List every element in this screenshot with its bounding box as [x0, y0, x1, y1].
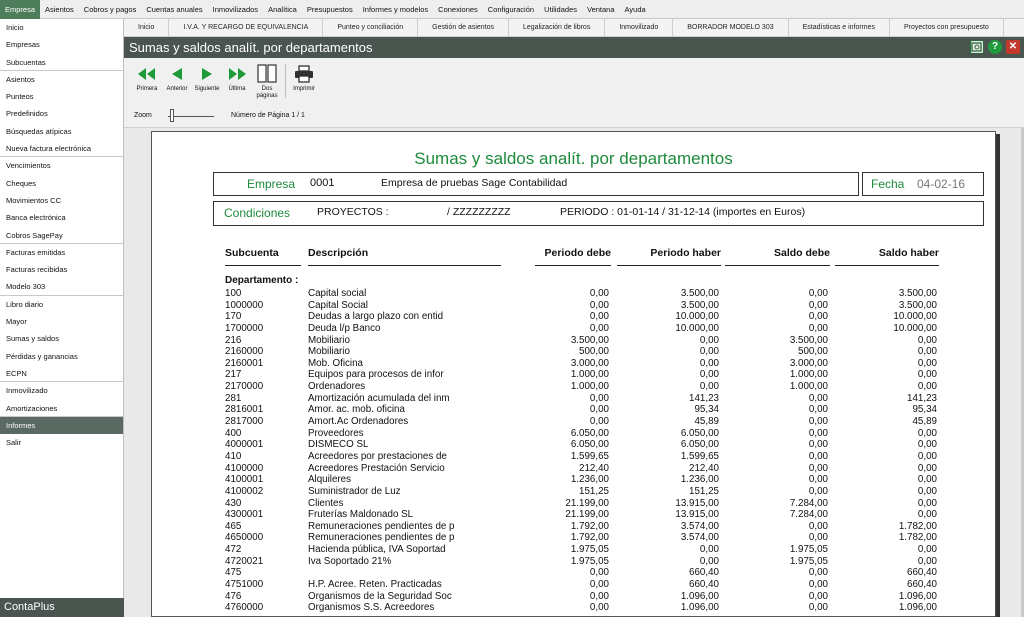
menu-item-10[interactable]: Utilidades	[544, 4, 577, 14]
menu-item-7[interactable]: Informes y modelos	[362, 4, 429, 14]
cell-saldo-debe: 0,00	[808, 450, 828, 462]
cell-descripcion: Mobiliario	[308, 346, 350, 358]
table-row	[152, 381, 995, 393]
zoom-slider-track[interactable]	[168, 116, 214, 117]
sidebar-item-22[interactable]: Amortizaciones	[0, 400, 123, 417]
sidebar	[0, 19, 124, 617]
cell-periodo-haber: 212,40	[689, 462, 719, 474]
cell-periodo-debe: 0,00	[589, 392, 609, 404]
table-row	[152, 463, 995, 475]
two-pages-label: Dos páginas	[256, 86, 278, 99]
cell-periodo-debe: 0,00	[589, 416, 609, 428]
table-row	[152, 532, 995, 544]
cell-saldo-haber: 0,00	[917, 346, 937, 358]
next-page-label: Siguiente	[194, 86, 220, 92]
cell-periodo-debe: 1.599,65	[570, 450, 609, 462]
cell-descripcion: Capital social	[308, 288, 367, 299]
cell-saldo-debe: 3.500,00	[789, 334, 828, 346]
cell-subcuenta: 4650000	[225, 532, 264, 544]
tab-0[interactable]: Inicio	[124, 19, 169, 37]
menu-item-11[interactable]: Ventana	[587, 4, 615, 14]
cell-saldo-haber: 0,00	[917, 450, 937, 462]
cell-descripcion: Equipos para procesos de infor	[308, 369, 444, 381]
cell-periodo-haber: 660,40	[689, 567, 719, 579]
cell-periodo-debe: 0,00	[589, 590, 609, 602]
print-label: Imprimir	[293, 86, 315, 92]
cell-saldo-haber: 0,00	[917, 381, 937, 393]
cell-descripcion: H.P. Acree. Reten. Practicadas	[308, 579, 442, 591]
cell-saldo-debe: 0,00	[808, 311, 828, 323]
cell-periodo-haber: 10.000,00	[675, 322, 719, 334]
cell-saldo-haber: 0,00	[917, 509, 937, 521]
cell-periodo-haber: 0,00	[699, 381, 719, 393]
cell-periodo-haber: 1.096,00	[680, 602, 719, 614]
cell-saldo-haber: 10.000,00	[893, 322, 937, 334]
cell-periodo-haber: 1.236,00	[680, 474, 719, 486]
cell-saldo-haber: 660,40	[907, 567, 937, 579]
cell-periodo-debe: 212,40	[579, 462, 609, 474]
menu-item-8[interactable]: Conexiones	[438, 4, 478, 14]
tab-6[interactable]: BORRADOR MODELO 303	[673, 19, 788, 37]
two-pages-button[interactable]	[252, 64, 282, 100]
tab-1[interactable]: I.V.A. Y RECARGO DE EQUIVALENCIA	[169, 19, 323, 37]
cell-periodo-debe: 0,00	[589, 311, 609, 323]
cell-periodo-debe: 6.050,00	[570, 427, 609, 439]
menu-item-0[interactable]: Empresa	[0, 0, 40, 19]
cell-saldo-debe: 1.000,00	[789, 369, 828, 381]
sidebar-item-15[interactable]: Modelo 303	[0, 278, 123, 295]
cell-saldo-debe: 0,00	[808, 404, 828, 416]
cell-saldo-debe: 0,00	[808, 520, 828, 532]
cell-saldo-debe: 0,00	[808, 462, 828, 474]
cell-descripcion: Hacienda pública, IVA Soportad	[308, 544, 446, 556]
cell-saldo-haber: 1.782,00	[898, 532, 937, 544]
window-title: Sumas y saldos analít. por departamentos	[129, 40, 373, 55]
cell-periodo-haber: 13.915,00	[675, 497, 719, 509]
cell-descripcion: Ordenadores	[308, 381, 366, 393]
date-label: Fecha	[871, 177, 905, 191]
sidebar-item-1[interactable]: Empresas	[6, 40, 40, 50]
cell-saldo-haber: 1.096,00	[898, 602, 937, 614]
page-number: Número de Página 1 / 1	[231, 112, 305, 119]
sidebar-item-7[interactable]: Nueva factura electrónica	[0, 140, 123, 157]
cell-periodo-haber: 1.096,00	[680, 590, 719, 602]
previous-page-button[interactable]	[162, 64, 192, 93]
restore-window-icon[interactable]	[970, 40, 984, 54]
cell-saldo-haber: 0,00	[917, 474, 937, 486]
printer-icon	[294, 64, 314, 84]
cell-subcuenta: 2170000	[225, 381, 264, 393]
table-row	[152, 335, 995, 347]
col-header-periodo-haber: Periodo haber	[617, 247, 721, 266]
cell-subcuenta: 1700000	[225, 322, 264, 334]
cell-saldo-haber: 45,89	[912, 416, 937, 428]
cell-saldo-debe: 0,00	[808, 439, 828, 451]
toolbar-separator	[285, 64, 286, 98]
cell-subcuenta: 2160001	[225, 357, 264, 369]
cell-subcuenta: 476	[225, 590, 242, 602]
cell-periodo-haber: 151,25	[689, 485, 719, 497]
cell-periodo-debe: 1.000,00	[570, 369, 609, 381]
tab-2[interactable]: Punteo y conciliación	[323, 19, 418, 37]
cell-periodo-haber: 0,00	[699, 346, 719, 358]
table-row	[152, 439, 995, 451]
col-header-subcuenta: Subcuenta	[225, 247, 301, 266]
cell-descripcion: Proveedores	[308, 427, 364, 439]
cell-saldo-debe: 3.000,00	[789, 357, 828, 369]
sidebar-item-20[interactable]: ECPN	[0, 365, 123, 382]
cell-saldo-debe: 0,00	[808, 532, 828, 544]
cell-periodo-debe: 0,00	[589, 299, 609, 311]
cell-periodo-debe: 21.199,00	[565, 497, 609, 509]
tab-5[interactable]: Inmovilizado	[605, 19, 673, 37]
cell-saldo-haber: 10.000,00	[893, 311, 937, 323]
cell-saldo-debe: 0,00	[808, 485, 828, 497]
table-row	[152, 498, 995, 510]
table-row	[152, 323, 995, 335]
cell-descripcion: Acreedores Prestación Servicio	[308, 462, 445, 474]
sidebar-item-24[interactable]: Salir	[6, 438, 22, 448]
cell-periodo-debe: 1.975,05	[570, 555, 609, 567]
col-header-descripcion: Descripción	[308, 247, 501, 266]
cell-descripcion: Suministrador de Luz	[308, 485, 401, 497]
sidebar-item-3[interactable]: Asientos	[6, 74, 35, 84]
cell-periodo-debe: 0,00	[589, 579, 609, 591]
zoom-label: Zoom	[134, 112, 152, 119]
cell-saldo-haber: 3.500,00	[898, 299, 937, 311]
report-rows	[152, 288, 995, 614]
cell-saldo-haber: 0,00	[917, 439, 937, 451]
shortcut-tabs	[124, 19, 1024, 37]
cell-subcuenta: 430	[225, 497, 242, 509]
next-page-button[interactable]	[192, 64, 222, 93]
sidebar-item-9[interactable]: Cheques	[6, 178, 37, 188]
cell-subcuenta: 4000001	[225, 439, 264, 451]
cell-periodo-haber: 3.574,00	[680, 532, 719, 544]
cell-descripcion: Remuneraciones pendientes de p	[308, 520, 455, 532]
tab-3[interactable]: Gestión de asientos	[418, 19, 509, 37]
cell-saldo-debe: 0,00	[808, 299, 828, 311]
cell-saldo-haber: 1.096,00	[898, 590, 937, 602]
cell-saldo-debe: 0,00	[808, 322, 828, 334]
menu-bar	[0, 0, 1024, 19]
cell-periodo-haber: 0,00	[699, 555, 719, 567]
cell-saldo-haber: 0,00	[917, 334, 937, 346]
cell-periodo-debe: 0,00	[589, 567, 609, 579]
table-row	[152, 311, 995, 323]
cell-saldo-haber: 0,00	[917, 462, 937, 474]
table-row	[152, 358, 995, 370]
sidebar-item-4[interactable]: Punteos	[6, 92, 34, 102]
cell-subcuenta: 4100002	[225, 485, 264, 497]
table-row	[152, 591, 995, 603]
sidebar-item-19[interactable]: Pérdidas y ganancias	[6, 351, 78, 361]
cell-saldo-haber: 0,00	[917, 544, 937, 556]
table-row	[152, 393, 995, 405]
print-button[interactable]	[289, 64, 319, 93]
cell-periodo-haber: 141,23	[689, 392, 719, 404]
cell-saldo-haber: 0,00	[917, 485, 937, 497]
conditions-label: Condiciones	[224, 206, 291, 220]
table-row	[152, 544, 995, 556]
cell-subcuenta: 4300001	[225, 509, 264, 521]
cell-saldo-haber: 0,00	[917, 357, 937, 369]
table-row	[152, 556, 995, 568]
cell-subcuenta: 472	[225, 544, 242, 556]
sidebar-item-11[interactable]: Banca electrónica	[6, 213, 66, 223]
projects-label: PROYECTOS :	[317, 206, 389, 218]
cell-saldo-debe: 0,00	[808, 590, 828, 602]
cell-saldo-debe: 0,00	[808, 474, 828, 486]
cell-periodo-debe: 0,00	[589, 602, 609, 614]
table-row	[152, 521, 995, 533]
cell-descripcion: Fruterías Maldonado SL	[308, 509, 414, 521]
last-page-button[interactable]	[222, 64, 252, 93]
last-page-label: Última	[228, 86, 246, 92]
cell-subcuenta: 4720021	[225, 555, 264, 567]
cell-periodo-haber: 3.574,00	[680, 520, 719, 532]
cell-descripcion: Organismos S.S. Acreedores	[308, 602, 435, 614]
sidebar-item-17[interactable]: Mayor	[6, 317, 27, 327]
cell-periodo-haber: 1.599,65	[680, 450, 719, 462]
cell-subcuenta: 400	[225, 427, 242, 439]
cell-saldo-debe: 0,00	[808, 602, 828, 614]
report-toolbar	[124, 58, 1024, 104]
cell-subcuenta: 281	[225, 392, 242, 404]
cell-periodo-debe: 6.050,00	[570, 439, 609, 451]
zoom-slider-handle[interactable]	[170, 109, 174, 122]
table-row	[152, 602, 995, 614]
cell-saldo-haber: 0,00	[917, 427, 937, 439]
table-row	[152, 579, 995, 591]
menu-item-6[interactable]: Presupuestos	[306, 4, 353, 14]
cell-descripcion: Deuda l/p Banco	[308, 322, 381, 334]
cell-saldo-debe: 7.284,00	[789, 509, 828, 521]
report-page	[151, 131, 996, 617]
table-row	[152, 428, 995, 440]
sidebar-item-14[interactable]: Facturas recibidas	[6, 265, 68, 275]
menu-item-4[interactable]: Inmovilizados	[212, 4, 259, 14]
table-row	[152, 451, 995, 463]
close-icon[interactable]: ✕	[1006, 40, 1020, 54]
cell-subcuenta: 410	[225, 450, 242, 462]
first-page-button[interactable]	[132, 64, 162, 93]
company-code: 0001	[310, 177, 335, 189]
col-header-saldo-debe: Saldo debe	[725, 247, 830, 266]
menu-item-9[interactable]: Configuración	[487, 4, 535, 14]
cell-periodo-haber: 0,00	[699, 369, 719, 381]
window-title-bar	[124, 37, 1024, 58]
cell-periodo-debe: 1.236,00	[570, 474, 609, 486]
cell-saldo-debe: 0,00	[808, 579, 828, 591]
sidebar-item-5[interactable]: Predefinidos	[6, 109, 48, 119]
table-row	[152, 404, 995, 416]
cell-periodo-haber: 0,00	[699, 334, 719, 346]
date-value: 04-02-16	[917, 177, 966, 191]
cell-subcuenta: 4100001	[225, 474, 264, 486]
help-icon[interactable]: ?	[988, 40, 1002, 54]
cell-saldo-debe: 0,00	[808, 288, 828, 299]
cell-saldo-haber: 1.782,00	[898, 520, 937, 532]
period-text: PERIODO : 01-01-14 / 31-12-14 (importes en Euros)	[560, 206, 806, 218]
table-row	[152, 486, 995, 498]
sidebar-item-18[interactable]: Sumas y saldos	[6, 334, 59, 344]
previous-page-label: Anterior	[166, 86, 188, 92]
cell-subcuenta: 2817000	[225, 416, 264, 428]
cell-subcuenta: 170	[225, 311, 242, 323]
cell-descripcion: Mob. Oficina	[308, 357, 363, 369]
menu-item-2[interactable]: Cobros y pagos	[83, 4, 137, 14]
cell-periodo-debe: 1.975,05	[570, 544, 609, 556]
menu-item-12[interactable]: Ayuda	[624, 4, 646, 14]
cell-periodo-debe: 151,25	[579, 485, 609, 497]
cell-periodo-debe: 500,00	[579, 346, 609, 358]
cell-descripcion: Iva Soportado 21%	[308, 555, 392, 567]
cell-saldo-haber: 0,00	[917, 369, 937, 381]
cell-periodo-debe: 0,00	[589, 404, 609, 416]
cell-descripcion: Capital Social	[308, 299, 368, 311]
cell-periodo-haber: 3.500,00	[680, 288, 719, 299]
cell-saldo-debe: 0,00	[808, 416, 828, 428]
cell-descripcion: Clientes	[308, 497, 344, 509]
cell-saldo-debe: 7.284,00	[789, 497, 828, 509]
sidebar-item-13[interactable]: Facturas emitidas	[6, 247, 66, 257]
cell-subcuenta: 216	[225, 334, 242, 346]
cell-subcuenta: 2816001	[225, 404, 264, 416]
cell-periodo-debe: 0,00	[589, 288, 609, 299]
report-title: Sumas y saldos analít. por departamentos	[414, 149, 733, 168]
double-left-arrow-icon	[137, 64, 157, 84]
cell-descripcion: Amor. ac. mob. oficina	[308, 404, 405, 416]
menu-item-3[interactable]: Cuentas anuales	[146, 4, 203, 14]
cell-subcuenta: 217	[225, 369, 242, 381]
cell-periodo-haber: 660,40	[689, 579, 719, 591]
cell-periodo-haber: 6.050,00	[680, 439, 719, 451]
company-label: Empresa	[247, 177, 296, 191]
col-header-saldo-haber: Saldo haber	[835, 247, 939, 266]
menu-item-5[interactable]: Analítica	[268, 4, 297, 14]
zoom-bar	[124, 104, 1024, 128]
cell-saldo-debe: 1.975,05	[789, 555, 828, 567]
cell-descripcion: DISMECO SL	[308, 439, 369, 451]
cell-subcuenta: 4751000	[225, 579, 264, 591]
cell-periodo-debe: 21.199,00	[565, 509, 609, 521]
table-row	[152, 369, 995, 381]
table-row	[152, 288, 995, 300]
tab-8[interactable]: Proyectos con presupuesto	[890, 19, 1004, 37]
cell-periodo-haber: 3.500,00	[680, 299, 719, 311]
cell-descripcion: Mobiliario	[308, 334, 350, 346]
cell-periodo-debe: 1.792,00	[570, 532, 609, 544]
cell-descripcion: Remuneraciones pendientes de p	[308, 532, 455, 544]
cell-subcuenta: 2160000	[225, 346, 264, 358]
cell-descripcion: Deudas a largo plazo con entid	[308, 311, 444, 323]
table-row	[152, 567, 995, 579]
sidebar-item-8[interactable]: Vencimientos	[6, 161, 51, 171]
cell-saldo-debe: 1.975,05	[789, 544, 828, 556]
table-row	[152, 474, 995, 486]
cell-saldo-debe: 0,00	[808, 567, 828, 579]
cell-descripcion: Organismos de la Seguridad Soc	[308, 590, 452, 602]
cell-saldo-haber: 0,00	[917, 555, 937, 567]
col-header-periodo-debe: Periodo debe	[535, 247, 611, 266]
sidebar-item-2[interactable]: Subcuentas	[0, 54, 123, 71]
cell-saldo-debe: 1.000,00	[789, 381, 828, 393]
table-row	[152, 300, 995, 312]
right-arrow-icon	[200, 64, 214, 84]
table-row	[152, 346, 995, 358]
cell-saldo-haber: 3.500,00	[898, 288, 937, 299]
cell-descripcion: Alquileres	[308, 474, 352, 486]
company-name: Empresa de pruebas Sage Contabilidad	[381, 177, 568, 189]
cell-saldo-haber: 95,34	[912, 404, 937, 416]
cell-subcuenta: 1000000	[225, 299, 264, 311]
cell-descripcion: Amort.Ac Ordenadores	[308, 416, 409, 428]
sidebar-item-10[interactable]: Movimientos CC	[6, 195, 62, 205]
cell-descripcion: Amortización acumulada del inm	[308, 392, 450, 404]
cell-periodo-debe: 3.000,00	[570, 357, 609, 369]
cell-periodo-debe: 3.500,00	[570, 334, 609, 346]
cell-periodo-debe: 1.000,00	[570, 381, 609, 393]
cell-subcuenta: 4760000	[225, 602, 264, 614]
brand-logo: ContaPlus	[0, 598, 124, 617]
cell-subcuenta: 100	[225, 288, 242, 299]
tab-7[interactable]: Estadísticas e informes	[789, 19, 890, 37]
table-row	[152, 416, 995, 428]
date-box	[862, 172, 984, 196]
projects-value: / ZZZZZZZZZ	[447, 206, 511, 218]
cell-periodo-haber: 0,00	[699, 357, 719, 369]
cell-subcuenta: 465	[225, 520, 242, 532]
cell-saldo-debe: 0,00	[808, 427, 828, 439]
cell-subcuenta: 4100000	[225, 462, 264, 474]
sidebar-item-12[interactable]: Cobros SagePay	[0, 227, 123, 244]
cell-saldo-haber: 660,40	[907, 579, 937, 591]
cell-saldo-debe: 0,00	[808, 392, 828, 404]
sidebar-item-21[interactable]: Inmovilizado	[6, 386, 48, 396]
company-box	[213, 172, 859, 196]
cell-periodo-haber: 13.915,00	[675, 509, 719, 521]
two-pages-icon	[257, 64, 277, 84]
cell-saldo-haber: 141,23	[907, 392, 937, 404]
sidebar-item-0[interactable]: Inicio	[6, 23, 24, 32]
department-label: Departamento :	[225, 275, 299, 286]
cell-periodo-haber: 6.050,00	[680, 427, 719, 439]
double-right-arrow-icon	[227, 64, 247, 84]
cell-periodo-haber: 45,89	[694, 416, 719, 428]
sidebar-item-16[interactable]: Libro diario	[6, 299, 44, 309]
sidebar-item-6[interactable]: Búsquedas atípicas	[6, 126, 72, 136]
cell-descripcion: Acreedores por prestaciones de	[308, 450, 447, 462]
cell-subcuenta: 475	[225, 567, 242, 579]
cell-periodo-debe: 1.792,00	[570, 520, 609, 532]
cell-periodo-haber: 10.000,00	[675, 311, 719, 323]
cell-saldo-haber: 0,00	[917, 497, 937, 509]
cell-periodo-haber: 0,00	[699, 544, 719, 556]
first-page-label: Primera	[136, 86, 158, 92]
cell-saldo-debe: 500,00	[798, 346, 828, 358]
sidebar-item-23[interactable]: Informes	[0, 417, 123, 434]
sidebar-items	[0, 19, 123, 451]
conditions-box	[213, 201, 984, 226]
cell-periodo-debe: 0,00	[589, 322, 609, 334]
cell-periodo-haber: 95,34	[694, 404, 719, 416]
menu-item-1[interactable]: Asientos	[45, 4, 74, 14]
tab-4[interactable]: Legalización de libros	[509, 19, 605, 37]
table-row	[152, 509, 995, 521]
left-arrow-icon	[170, 64, 184, 84]
